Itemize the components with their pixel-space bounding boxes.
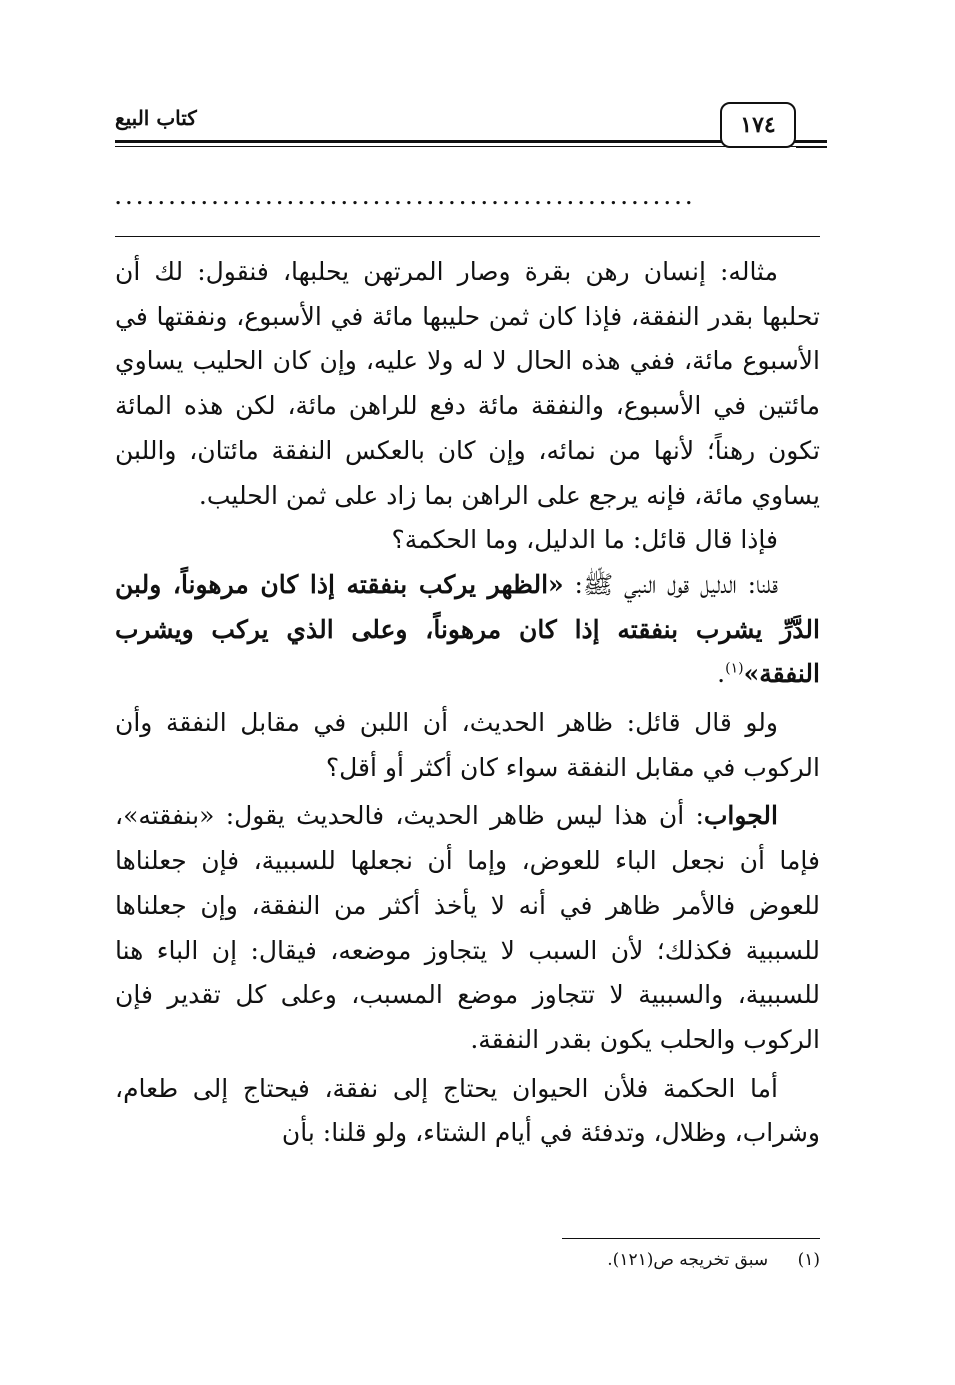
- footnote-number: (١): [797, 1250, 820, 1270]
- footnote-ref: (١): [725, 661, 744, 677]
- footnote-text: سبق تخريجه ص(١٢١).: [607, 1250, 769, 1270]
- paragraph-answer: [115, 794, 820, 1062]
- paragraph-hadith: [115, 563, 820, 697]
- paragraph: أما الحكمة فلأن الحيوان يحتاج إلى نفقة، فيحتاج إلى طعام، وشراب، وظلال، وتدفئة في أيام الشتاء، ولو قلنا: بأن: [115, 1073, 820, 1148]
- paragraph: فإذا قال قائل: ما الدليل، وما الحكمة؟: [391, 525, 778, 555]
- answer-text: : أن هذا ليس ظاهر الحديث، فالحديث يقول: «بنفقته»، فإما أن نجعل الباء للعوض، وإما أن نجعلها للسببية، فإن جعلناها للعوض فالأمر ظاهر في أنه لا يأخذ أكثر من النفقة، وإن جعلناها للسببية فكذلك؛ لأن السبب لا يتجاوز موضعه، فيقال: إن الباء هنا للسببية، والسببية لا تتجاوز موضع المسبب، وعلى كل تقدير فإن الركوب والحلب يكون بقدر النفقة.: [115, 801, 820, 1054]
- header-rule-thin: [115, 146, 827, 147]
- hadith-intro: قلنا: الدليل قول النبي ﷺ:: [563, 569, 778, 599]
- content-top-rule: [115, 236, 820, 237]
- dotted-separator: ......................................................: [115, 188, 697, 209]
- main-text: [115, 250, 820, 1156]
- paragraph: مثاله: إنسان رهن بقرة وصار المرتهن يحلبها، فنقول: لك أن تحلبها بقدر النفقة، فإذا كان ثمن حليبها مائة في الأسبوع، ونفقتها في الأسبوع مائة، ففي هذه الحال لا له ولا عليه، وإن كان الحليب يساوي مائتين في الأسبوع، والنفقة مائة دفع للراهن مائة، لكن هذه المائة تكون رهناً؛ لأنها من نمائه، وإن كان بالعكس النفقة مائتان، واللبن يساوي مائة، فإنه يرجع على الراهن بما زاد على ثمن الحليب.: [115, 257, 820, 510]
- paragraph: ولو قال قائل: ظاهر الحديث، أن اللبن في مقابل النفقة وأن الركوب في مقابل النفقة سواء كان أكثر أو أقل؟: [115, 708, 820, 782]
- header-stub-rule-lower: [796, 146, 827, 148]
- header-stub-rule: [796, 140, 827, 142]
- book-title: كتاب البيع: [115, 106, 197, 130]
- hadith-quote: «الظهر يركب بنفقته إذا كان مرهوناً، ولبن الدَّرِّ يشرب بنفقته إذا كان مرهوناً، وعلى الذي يركب ويشرب النفقة»: [115, 569, 820, 689]
- period: .: [717, 659, 726, 689]
- page-header: [115, 102, 827, 152]
- footnote-rule: [562, 1238, 820, 1239]
- footnote: [300, 1250, 820, 1270]
- answer-label: الجواب: [703, 801, 778, 831]
- page-number: ١٧٤: [720, 102, 796, 148]
